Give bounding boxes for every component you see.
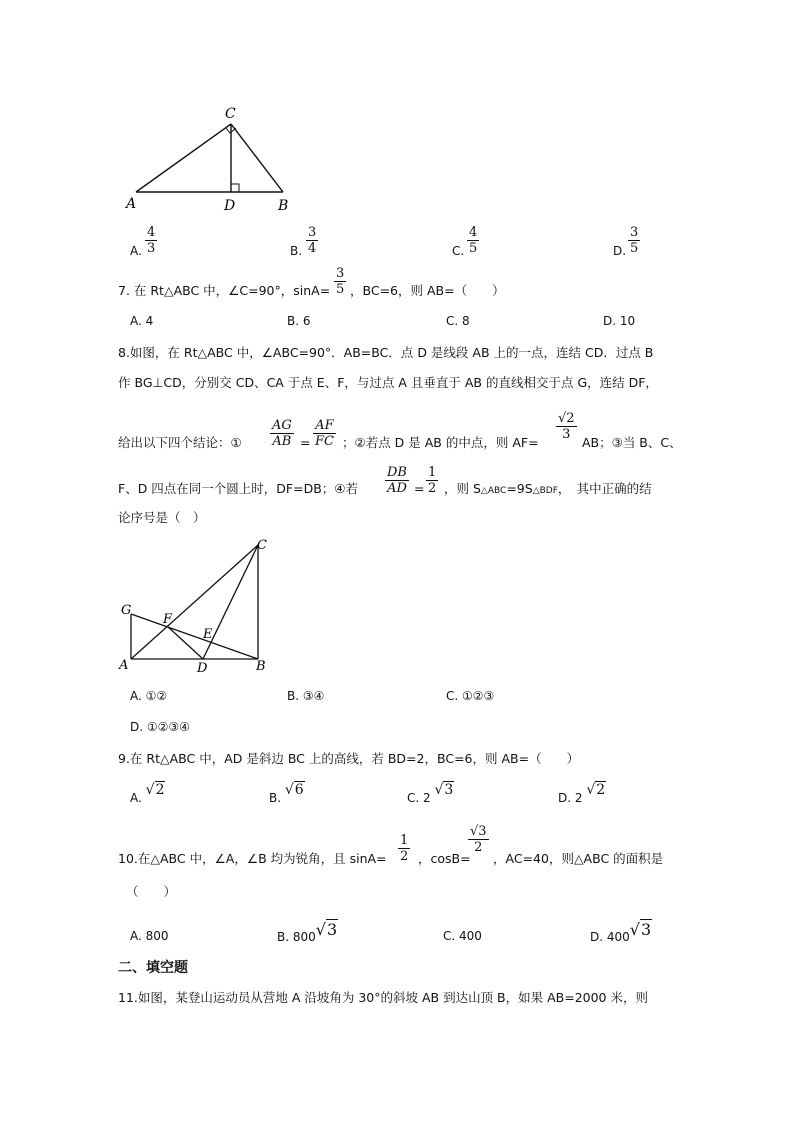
figure-q8 (115, 535, 285, 675)
label-e: E (203, 627, 213, 642)
q6-a-fraction: $\frac{4}{3}$ (147, 225, 156, 256)
q8-frac-db-ad: $\frac{DB}{AD}$ (387, 465, 407, 496)
q9-option-a[interactable]: A. √2 (130, 782, 165, 805)
seg-gb (131, 614, 258, 659)
q10-option-a[interactable]: A. 800 (130, 929, 169, 943)
q8-option-c[interactable]: C. ①②③ (446, 689, 495, 703)
label-a2: A (119, 658, 129, 673)
label-f: F (163, 612, 173, 627)
q8-frac-ag-ab: $\frac{AG}{AB}$ (272, 418, 292, 449)
q8-option-d[interactable]: D. ①②③④ (130, 720, 190, 734)
q9-option-d[interactable]: D. 2 √2 (558, 782, 606, 805)
seg-fd (167, 626, 203, 659)
side-ac (136, 124, 231, 192)
q8-frac-1-2: $\frac{1}{2}$ (428, 465, 437, 496)
q7-option-d[interactable]: D. 10 (603, 314, 636, 328)
label-b: B (278, 198, 289, 214)
label-c: C (225, 106, 236, 122)
q10-sin-fraction: $\frac{1}{2}$ (400, 833, 409, 864)
q6-b-fraction: $\frac{3}{4}$ (308, 225, 317, 256)
label-b2: B (256, 659, 266, 674)
q6-c-fraction: $\frac{4}{5}$ (469, 225, 478, 256)
q7-option-b[interactable]: B. 6 (287, 314, 311, 328)
q9-option-c[interactable]: C. 2 √3 (407, 782, 454, 805)
question-11: 11.如图，某登山运动员从营地 A 沿坡角为 30°的斜坡 AB 到达山顶 B，如果 AB=2000 米，则 (118, 990, 648, 1005)
q9-option-b[interactable]: B. √6 (269, 782, 304, 805)
q8-option-a[interactable]: A. ①② (130, 689, 168, 703)
label-d: D (224, 198, 236, 214)
section-heading-fill-in: 二、填空题 (118, 960, 188, 976)
seg-ac (131, 545, 258, 659)
q8-frac-root2-3: $\frac{√2}{3}$ (558, 411, 575, 442)
label-a: A (126, 196, 137, 212)
q10-cos-fraction: $\frac{√3}{2}$ (470, 824, 487, 855)
q8-frac-af-fc: $\frac{AF}{FC}$ (315, 418, 334, 449)
q8-option-b[interactable]: B. ③④ (287, 689, 325, 703)
side-cb (231, 124, 283, 192)
q10-option-b[interactable]: B. 800√3 (277, 920, 338, 944)
label-d2: D (197, 661, 208, 675)
question-9: 9.在 Rt△ABC 中，AD 是斜边 BC 上的高线，若 BD=2，BC=6，则 AB=（ ） (118, 751, 580, 766)
q7-option-a[interactable]: A. 4 (130, 314, 154, 328)
right-angle-mark-d (231, 184, 239, 192)
q10-option-d[interactable]: D. 400√3 (590, 920, 652, 944)
figure-right-triangle (120, 100, 310, 215)
q6-d-fraction: $\frac{3}{5}$ (630, 225, 639, 256)
q7-option-c[interactable]: C. 8 (446, 314, 470, 328)
q10-option-c[interactable]: C. 400 (443, 929, 482, 943)
label-g: G (121, 603, 132, 618)
label-c2: C (257, 538, 267, 553)
q7-fraction: $\frac{3}{5}$ (336, 266, 345, 297)
